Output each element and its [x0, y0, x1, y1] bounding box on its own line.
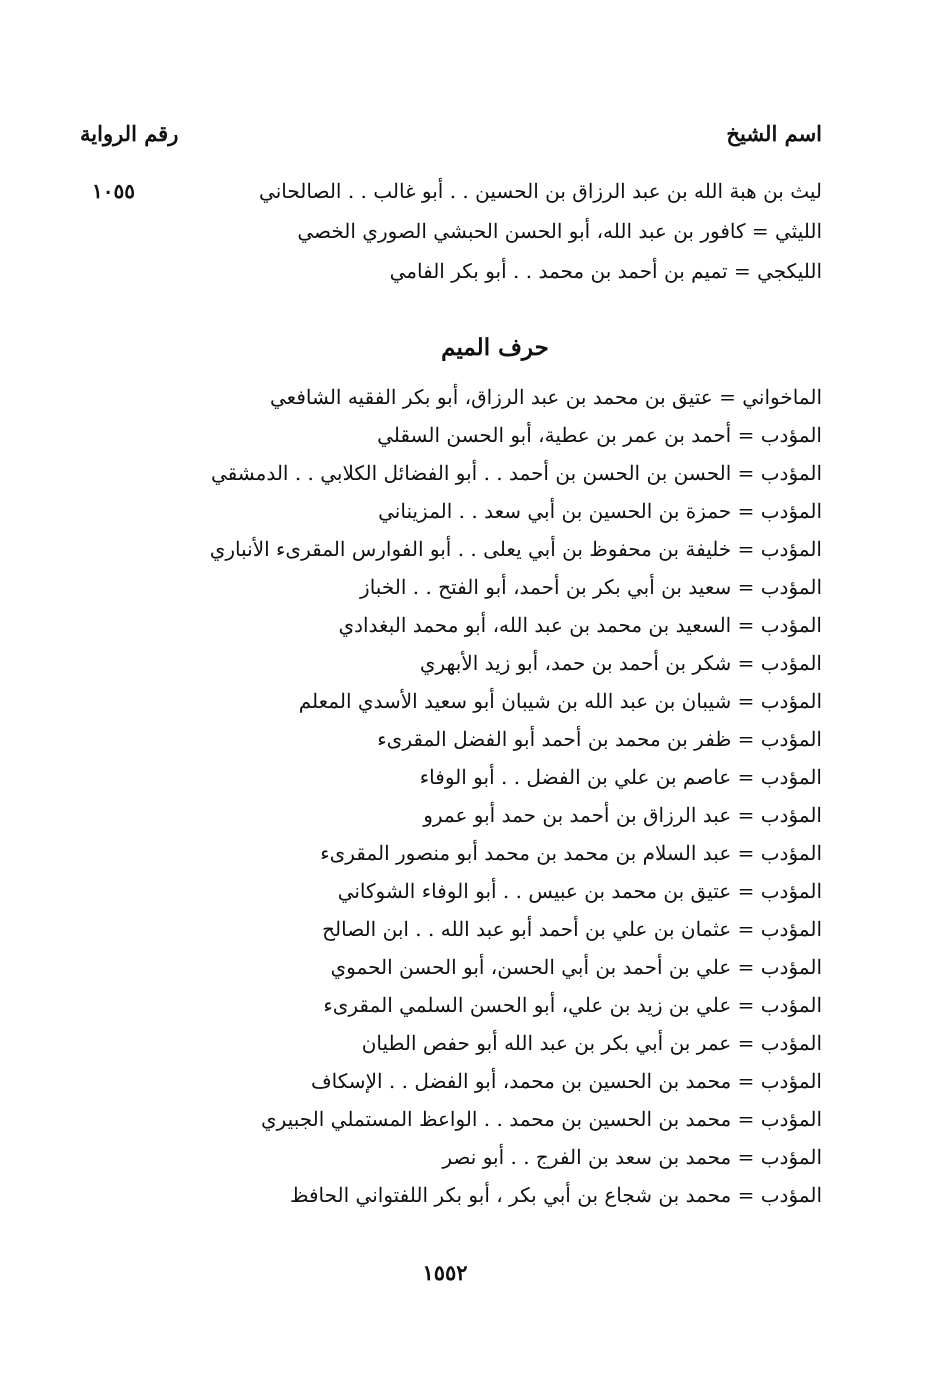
entry-line: المؤدب = عمر بن أبي بكر بن عبد الله أبو حفص الطيان [361, 1031, 822, 1055]
entry-line: المؤدب = علي بن أحمد بن أبي الحسن، أبو الحسن الحموي [330, 955, 822, 979]
entry-line: المؤدب = محمد بن الحسين بن محمد، أبو الفضل . . الإسكاف [310, 1069, 822, 1093]
page-number: ١٥٥٢ [422, 1260, 468, 1285]
entry-line: المؤدب = حمزة بن الحسين بن أبي سعد . . المزيناني [378, 499, 822, 523]
entry-line: المؤدب = الحسن بن الحسن بن أحمد . . أبو الفضائل الكلابي . . الدمشقي [210, 461, 822, 485]
section-heading-text: حرف الميم [441, 334, 549, 361]
entry-line: المؤدب = عبد الرزاق بن أحمد بن حمد أبو عمرو [423, 803, 822, 827]
entry-line: المؤدب = عاصم بن علي بن الفضل . . أبو الوفاء [419, 765, 822, 789]
entry-line: المؤدب = عثمان بن علي بن أحمد أبو عبد الله . . ابن الصالح [322, 917, 822, 941]
entry-line: المؤدب = سعيد بن أبي بكر بن أحمد، أبو الفتح . . الخباز [360, 575, 822, 599]
section-heading [0, 330, 950, 366]
entry-line: المؤدب = شكر بن أحمد بن حمد، أبو زيد الأبهري [419, 651, 822, 675]
entry-line: المؤدب = ظفر بن محمد بن أحمد أبو الفضل المقرىء [377, 727, 822, 751]
narration-number: ١٠٥٥ [92, 179, 135, 203]
entry-line: المؤدب = محمد بن سعد بن الفرج . . أبو نصر [442, 1145, 822, 1169]
entry-line: المؤدب = خليفة بن محفوظ بن أبي يعلى . . أبو الفوارس المقرىء الأنباري [209, 537, 822, 561]
entry-line: الماخواني = عتيق بن محمد بن عبد الرزاق، أبو بكر الفقيه الشافعي [270, 385, 822, 409]
entry-line: المؤدب = علي بن زيد بن علي، أبو الحسن السلمي المقرىء [323, 993, 822, 1017]
entry-line: المؤدب = عتيق بن محمد بن عبيس . . أبو الوفاء الشوكاني [337, 879, 822, 903]
sheikh-name-column-label: اسم الشيخ [726, 120, 822, 146]
entry-line: المؤدب = أحمد بن عمر بن عطية، أبو الحسن السقلي [377, 423, 822, 447]
narration-number-column-label: رقم الرواية [80, 120, 179, 146]
entry-line: المؤدب = محمد بن الحسين بن محمد . . الواعظ المستملي الجبيري [260, 1107, 822, 1131]
top-entry: الليكجي = تميم بن أحمد بن محمد . . أبو بكر الفامي [389, 259, 822, 283]
entry-line: المؤدب = عبد السلام بن محمد بن محمد أبو منصور المقرىء [320, 841, 822, 865]
entry-line: المؤدب = السعيد بن محمد بن عبد الله، أبو محمد البغدادي [338, 613, 822, 637]
entry-line: المؤدب = محمد بن شجاع بن أبي بكر ، أبو بكر اللفتواني الحافظ [289, 1183, 822, 1207]
column-header [80, 115, 822, 151]
entry-line: المؤدب = شيبان بن عبد الله بن شيبان أبو سعيد الأسدي المعلم [298, 689, 822, 713]
top-entry: الليثي = كافور بن عبد الله، أبو الحسن الحبشي الصوري الخصي [297, 219, 822, 243]
top-entry: ليث بن هبة الله بن عبد الرزاق بن الحسين . . أبو غالب . . الصالحاني [259, 179, 822, 203]
